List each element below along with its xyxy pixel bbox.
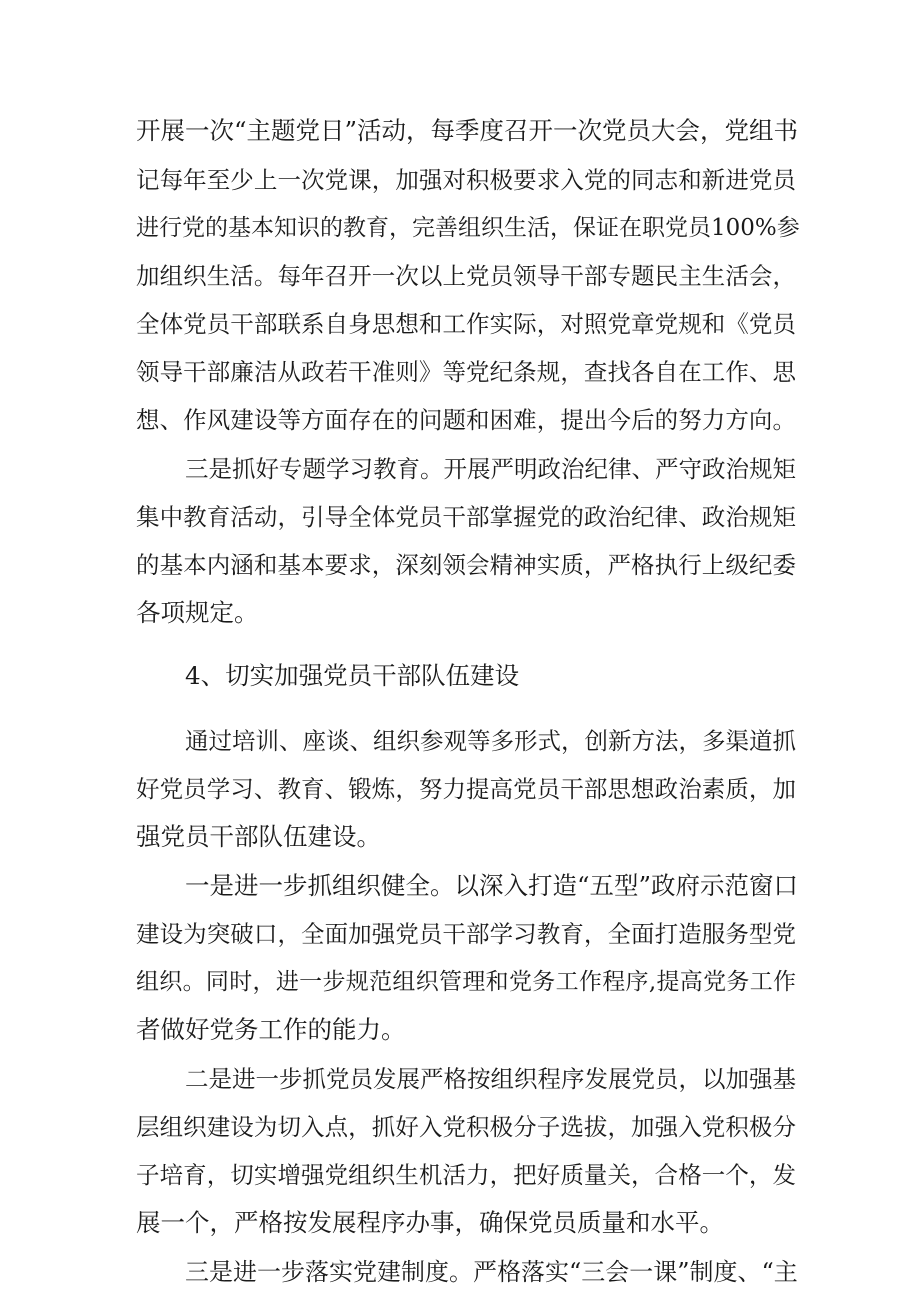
- text-line: 开展一次“主题党日”活动，每季度召开一次党员大会，党组书: [136, 116, 799, 145]
- text-line: 展一个，严格按发展程序办事，确保党员质量和水平。: [136, 1208, 724, 1237]
- text-line: 二是进一步抓党员发展严格按组织程序发展党员，以加强基: [185, 1065, 796, 1093]
- text-line: 子培育，切实增强党组织生机活力，把好质量关，合格一个，发: [136, 1161, 796, 1189]
- text-line: 领导干部廉洁从政若干准则》等党纪条规，查找各自在工作、思: [136, 358, 796, 386]
- text-line: 的基本内涵和基本要求，深刻领会精神实质，严格执行上级纪委: [136, 551, 796, 579]
- text-line: 者做好党务工作的能力。: [136, 1015, 406, 1044]
- text-line: 建设为突破口，全面加强党员干部学习教育，全面打造服务型党: [136, 920, 796, 948]
- text-line: 加组织生活。每年召开一次以上党员领导干部专题民主生活会，: [136, 262, 796, 290]
- text-line: 一是进一步抓组织健全。以深入打造“五型”政府示范窗口: [185, 871, 799, 900]
- text-line: 强党员干部队伍建设。: [136, 822, 381, 851]
- text-line: 记每年至少上一次党课，加强对积极要求入党的同志和新进党员: [136, 166, 796, 194]
- heading-text: 4、切实加强党员干部队伍建设: [185, 661, 520, 690]
- text-line: 通过培训、座谈、组织参观等多形式，创新方法，多渠道抓: [185, 727, 796, 755]
- text-line: 层组织建设为切入点，抓好入党积极分子选拔，加强入党积极分: [136, 1113, 796, 1141]
- text-line: 集中教育活动，引导全体党员干部掌握党的政治纪律、政治规矩: [136, 503, 796, 531]
- text-line: 进行党的基本知识的教育，完善组织生活，保证在职党员100%参: [136, 215, 800, 241]
- text-line: 好党员学习、教育、锻炼，努力提高党员干部思想政治素质，加: [136, 775, 796, 803]
- text-line: 三是进一步落实党建制度。严格落实“三会一课”制度、“主: [185, 1258, 798, 1286]
- text-line: 组织。同时，进一步规范组织管理和党务工作程序,提高党务工作: [136, 969, 796, 995]
- text-line: 全体党员干部联系自身思想和工作实际，对照党章党规和《党员: [136, 310, 796, 338]
- text-line: 想、作风建设等方面存在的问题和困难，提出今后的努力方向。: [136, 406, 796, 434]
- text-line: 各项规定。: [136, 598, 259, 627]
- text-line: 三是抓好专题学习教育。开展严明政治纪律、严守政治规矩: [185, 455, 796, 483]
